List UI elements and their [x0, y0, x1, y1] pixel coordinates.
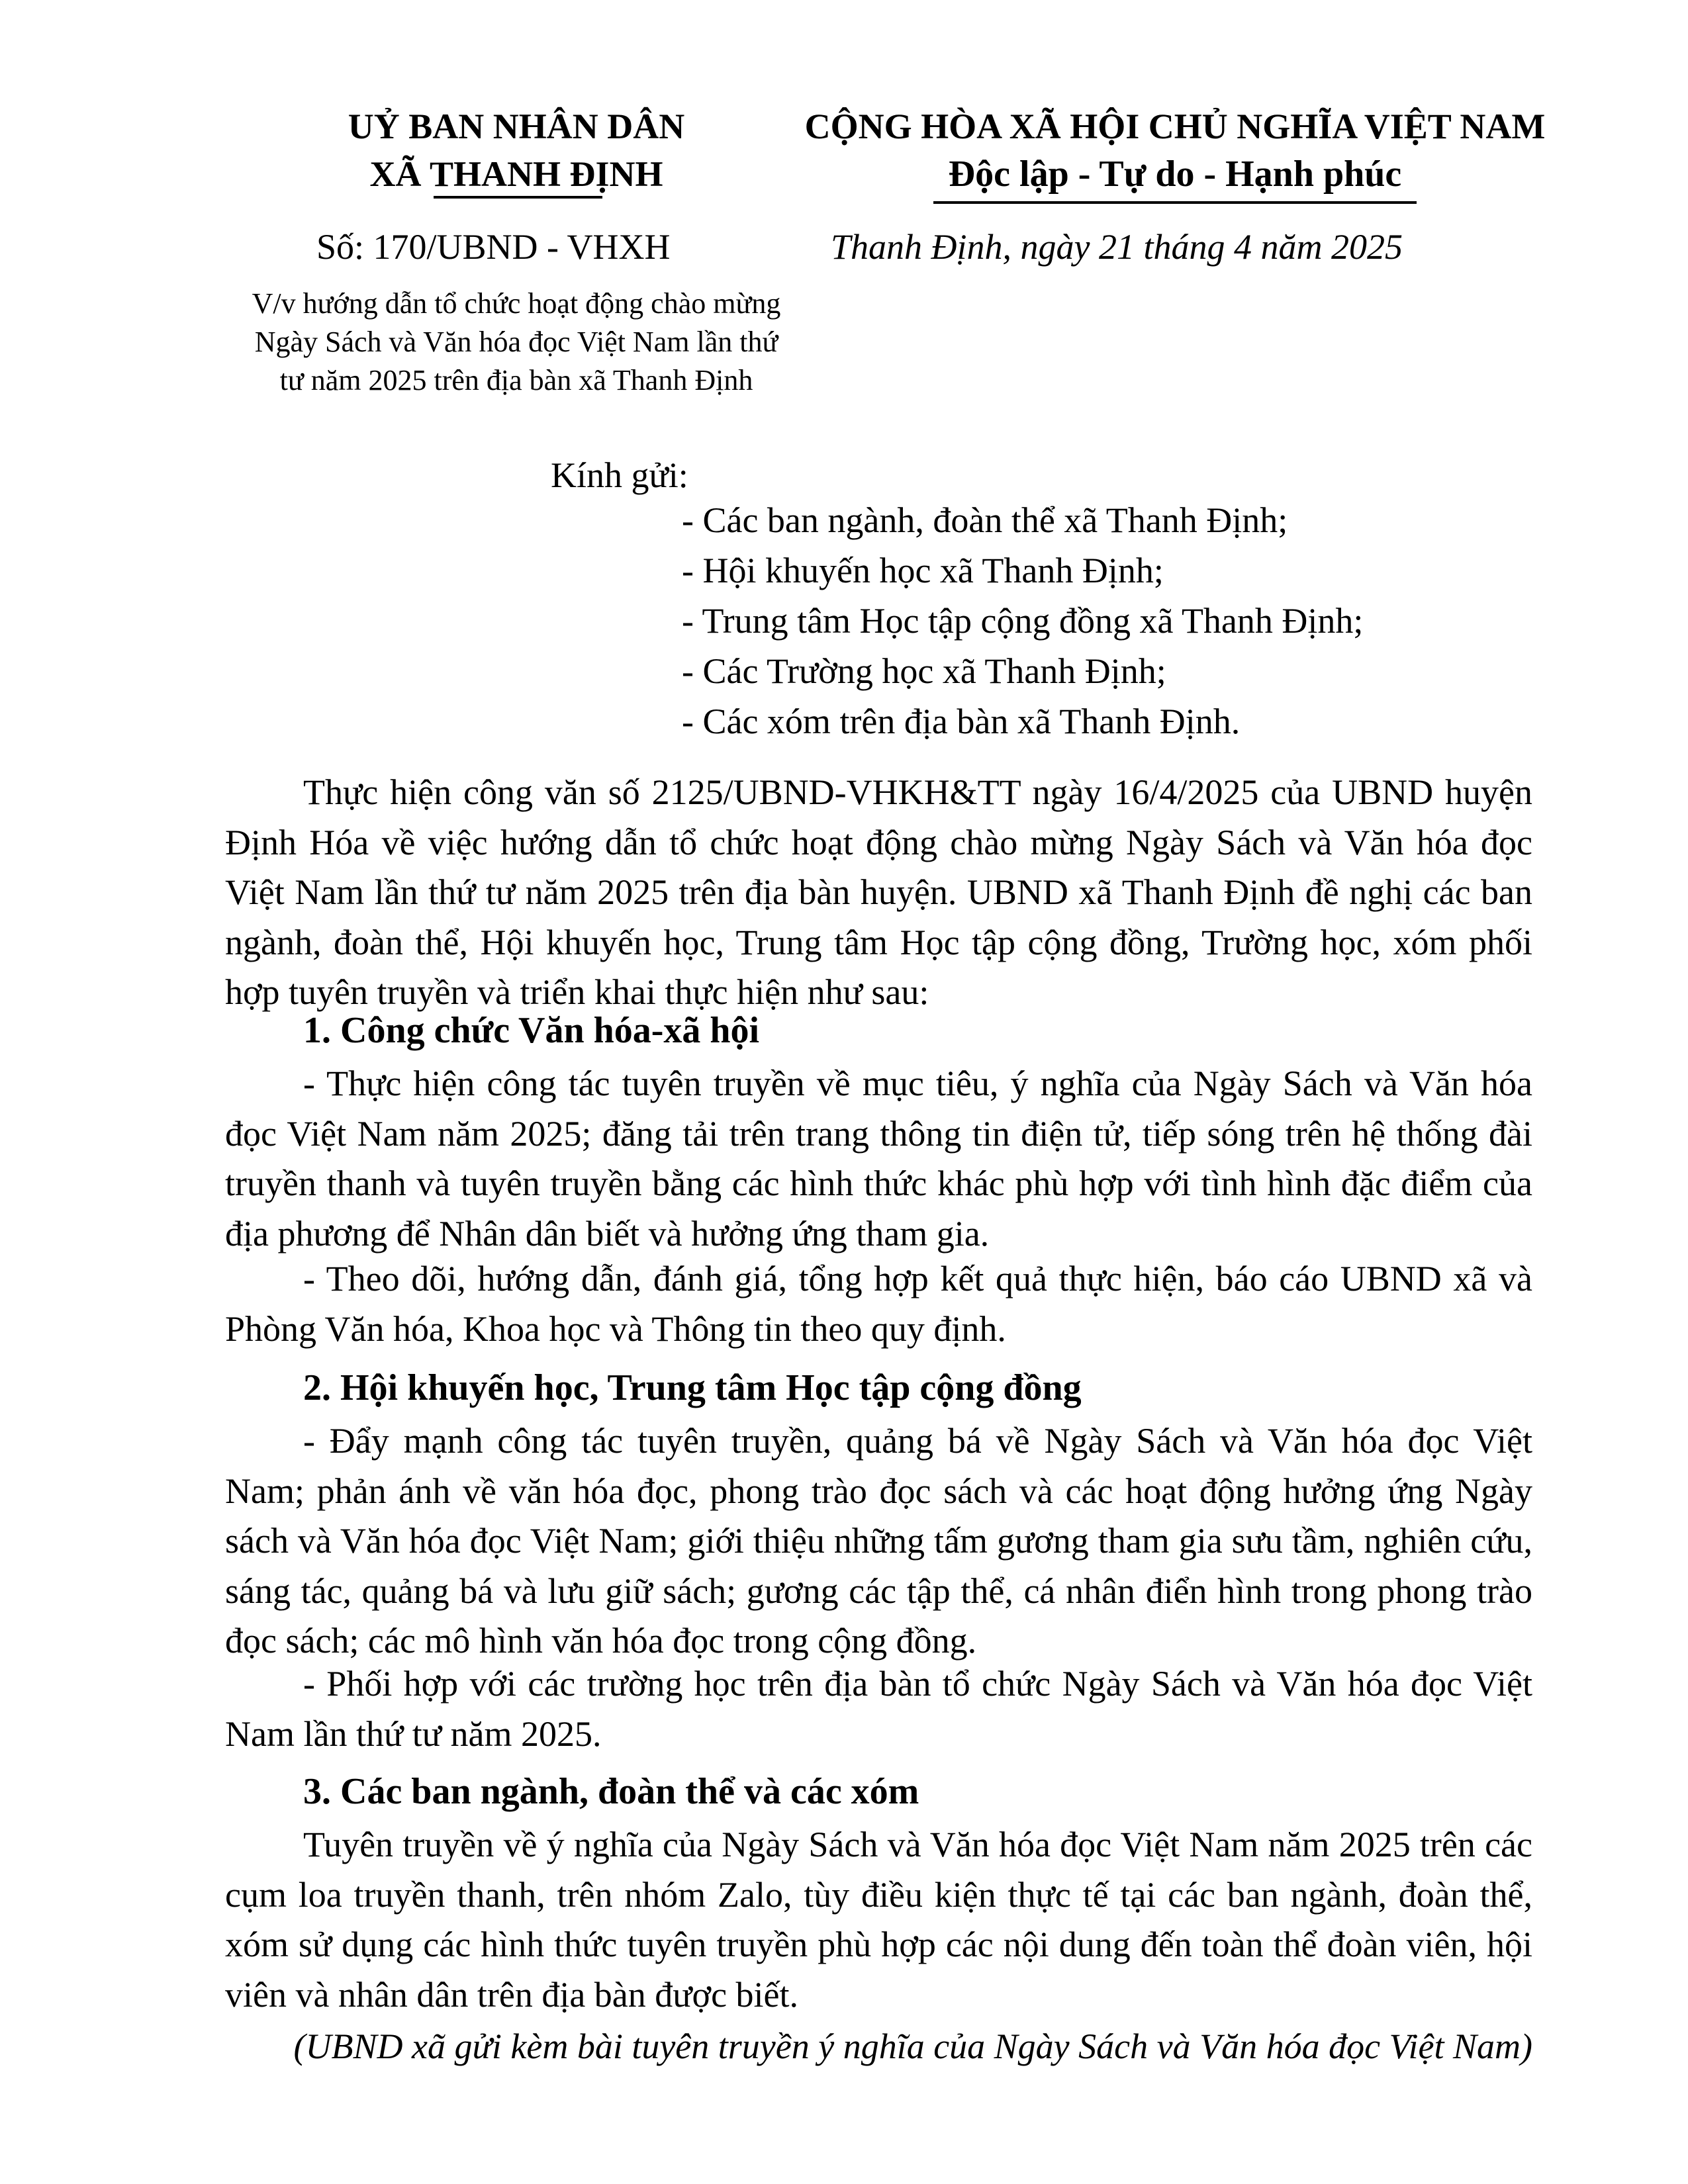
recipient-item: - Hội khuyến học xã Thanh Định;	[682, 551, 1164, 590]
section-3-paragraph-1: Tuyên truyền về ý nghĩa của Ngày Sách và Văn hóa đọc Việt Nam năm 2025 trên các cụm loa truyền thanh, trên nhóm Zalo, tùy điều kiện thực tế tại các ban ngành, đoàn thể, xóm sử dụng các hình thức tuyên truyền phù hợp các nội dung đến toàn thể đoàn viên, hội viên và nhân dân trên địa bàn được biết.	[225, 1825, 1532, 2015]
subject-line: tư năm 2025 trên địa bàn xã Thanh Định	[279, 364, 753, 396]
recipient-item: - Các Trường học xã Thanh Định;	[682, 651, 1166, 691]
subject-line: Ngày Sách và Văn hóa đọc Việt Nam lần thứ	[254, 326, 778, 358]
recipient-item: - Trung tâm Học tập cộng đồng xã Thanh Định;	[682, 601, 1364, 641]
commune-name: XÃ THANH ĐỊNH	[369, 154, 663, 194]
recipients-list	[682, 495, 1363, 747]
national-motto: Độc lập - Tự do - Hạnh phúc	[948, 154, 1402, 195]
document-date: Thanh Định, ngày 21 tháng 4 năm 2025	[831, 227, 1403, 267]
section-3-heading: 3. Các ban ngành, đoàn thể và các xóm	[303, 1771, 919, 1812]
section-2-paragraph-1: - Đẩy mạnh công tác tuyên truyền, quảng bá về Ngày Sách và Văn hóa đọc Việt Nam; phản ánh về văn hóa đọc, phong trào đọc sách và các hoạt động hưởng ứng Ngày sách và Văn hóa đọc Việt Nam; giới thiệu những tấm gương tham gia sưu tầm, nghiên cứu, sáng tác, quảng bá và lưu giữ sách; gương các tập thể, cá nhân điển hình trong phong trào đọc sách; các mô hình văn hóa đọc trong cộng đồng.	[225, 1421, 1532, 1661]
recipient-item: - Các ban ngành, đoàn thể xã Thanh Định;	[682, 500, 1288, 540]
section-1-paragraph-2: - Theo dõi, hướng dẫn, đánh giá, tổng hợp kết quả thực hiện, báo cáo UBND xã và Phòng Văn hóa, Khoa học và Thông tin theo quy định.	[225, 1259, 1532, 1349]
document-number: Số: 170/UBND - VHXH	[316, 227, 671, 267]
section-1-paragraph-1: - Thực hiện công tác tuyên truyền về mục tiêu, ý nghĩa của Ngày Sách và Văn hóa đọc Việt Nam năm 2025; đăng tải trên trang thông tin điện tử, tiếp sóng trên hệ thống đài truyền thanh và tuyên truyền bằng các hình thức khác phù hợp với tình hình đặc điểm của địa phương để Nhân dân biết và hưởng ứng tham gia.	[225, 1064, 1532, 1253]
recipients-label: Kính gửi:	[551, 455, 688, 495]
national-title: CỘNG HÒA XÃ HỘI CHỦ NGHĨA VIỆT NAM	[804, 107, 1546, 146]
section-2-heading: 2. Hội khuyến học, Trung tâm Học tập cộng đồng	[303, 1367, 1082, 1408]
recipient-item: - Các xóm trên địa bàn xã Thanh Định.	[682, 702, 1241, 741]
subject-line: V/v hướng dẫn tổ chức hoạt động chào mừng	[252, 287, 781, 320]
attachment-note: (UBND xã gửi kèm bài tuyên truyền ý nghĩa của Ngày Sách và Văn hóa đọc Việt Nam)	[293, 2026, 1532, 2066]
agency-name: UỶ BAN NHÂN DÂN	[348, 107, 685, 146]
section-2-paragraph-2: - Phối hợp với các trường học trên địa bàn tổ chức Ngày Sách và Văn hóa đọc Việt Nam lần thứ tư năm 2025.	[225, 1664, 1532, 1754]
section-1-heading: 1. Công chức Văn hóa-xã hội	[303, 1010, 760, 1051]
intro-paragraph: Thực hiện công văn số 2125/UBND-VHKH&TT ngày 16/4/2025 của UBND huyện Định Hóa về việc hướng dẫn tổ chức hoạt động chào mừng Ngày Sách và Văn hóa đọc Việt Nam lần thứ tư năm 2025 trên địa bàn huyện. UBND xã Thanh Định đề nghị các ban ngành, đoàn thể, Hội khuyến học, Trung tâm Học tập cộng đồng, Trường học, xóm phối hợp tuyên truyền và triển khai thực hiện như sau:	[225, 772, 1532, 1012]
commune-underline	[434, 196, 602, 199]
motto-underline	[933, 201, 1417, 204]
document-subject	[199, 285, 834, 400]
